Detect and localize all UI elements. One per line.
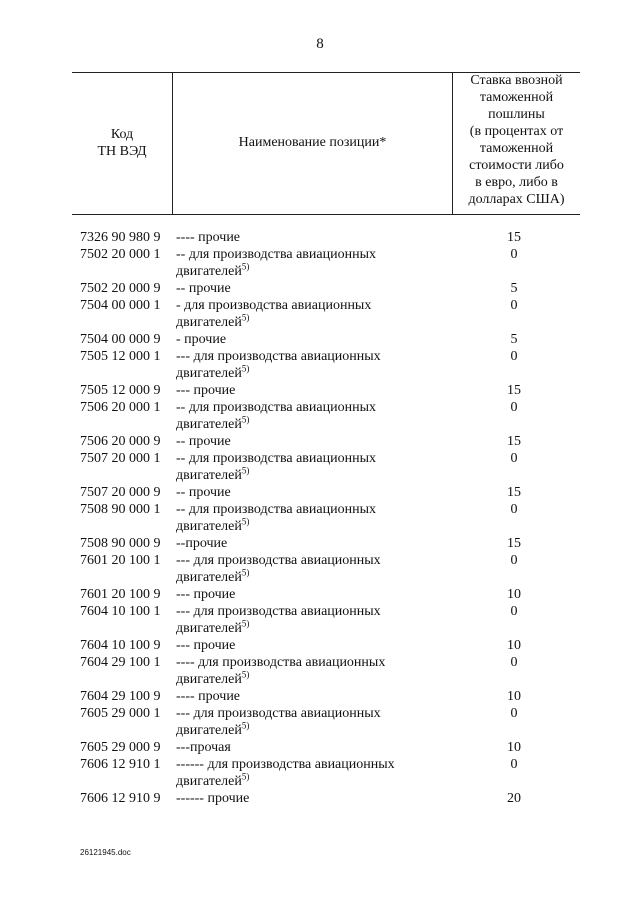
duty-rate: 0 bbox=[510, 451, 518, 466]
duty-rate: 0 bbox=[510, 604, 518, 619]
position-name-text: ------ прочие bbox=[176, 791, 250, 806]
position-name-text: -- прочие bbox=[176, 434, 231, 449]
tariff-rows bbox=[80, 229, 580, 807]
position-name-text: ---- для производства авиационных двигателей bbox=[176, 655, 386, 687]
position-name bbox=[176, 790, 426, 807]
position-name bbox=[176, 229, 426, 246]
table-row bbox=[80, 705, 580, 739]
table-row bbox=[80, 756, 580, 790]
position-name bbox=[176, 535, 426, 552]
position-name bbox=[176, 654, 426, 688]
table-row bbox=[80, 348, 580, 382]
page-number: 8 bbox=[316, 36, 324, 52]
position-name-text: ---- прочие bbox=[176, 689, 241, 704]
position-name bbox=[176, 450, 426, 484]
table-row bbox=[80, 297, 580, 331]
duty-rate: 0 bbox=[510, 757, 518, 772]
position-name bbox=[176, 705, 426, 739]
position-name bbox=[176, 246, 426, 280]
position-name bbox=[176, 331, 426, 348]
tn-ved-code: 7326 90 980 9 bbox=[80, 230, 161, 245]
table-row bbox=[80, 501, 580, 535]
duty-rate: 0 bbox=[510, 247, 518, 262]
table-row bbox=[80, 382, 580, 399]
position-name-text: --прочие bbox=[176, 536, 228, 551]
position-name-text: ---- прочие bbox=[176, 230, 241, 245]
position-name bbox=[176, 552, 426, 586]
duty-rate: 0 bbox=[510, 553, 518, 568]
tn-ved-code: 7606 12 910 1 bbox=[80, 757, 161, 772]
position-name-text: -- для производства авиационных двигателей bbox=[176, 400, 376, 432]
position-name bbox=[176, 399, 426, 433]
position-name-text: -- для производства авиационных двигателей bbox=[176, 451, 376, 483]
duty-rate: 10 bbox=[507, 638, 521, 653]
duty-rate: 15 bbox=[507, 485, 521, 500]
table-row bbox=[80, 790, 580, 807]
duty-rate: 15 bbox=[507, 383, 521, 398]
position-name bbox=[176, 637, 426, 654]
duty-rate: 10 bbox=[507, 689, 521, 704]
table-row bbox=[80, 637, 580, 654]
position-name-text: --- прочие bbox=[176, 383, 236, 398]
table-row bbox=[80, 399, 580, 433]
table-row bbox=[80, 739, 580, 756]
duty-rate: 5 bbox=[510, 281, 518, 296]
tn-ved-code: 7507 20 000 1 bbox=[80, 451, 161, 466]
header-name: Наименование позиции* bbox=[238, 135, 387, 150]
position-name-text: - прочие bbox=[176, 332, 227, 347]
table-row bbox=[80, 433, 580, 450]
position-name-text: ---прочая bbox=[176, 740, 231, 755]
footnote-marker: 5) bbox=[241, 618, 250, 629]
position-name bbox=[176, 382, 426, 399]
position-name bbox=[176, 739, 426, 756]
position-name bbox=[176, 484, 426, 501]
footnote-marker: 5) bbox=[241, 516, 250, 527]
duty-rate: 0 bbox=[510, 502, 518, 517]
position-name-text: -- прочие bbox=[176, 485, 231, 500]
tn-ved-code: 7604 10 100 1 bbox=[80, 604, 161, 619]
table-row bbox=[80, 586, 580, 603]
tn-ved-code: 7506 20 000 9 bbox=[80, 434, 161, 449]
header-rate: Ставка ввозной таможенной пошлины (в процентах от таможенной стоимости либо в евро, либо в долларах США) bbox=[468, 73, 565, 207]
duty-rate: 20 bbox=[507, 791, 521, 806]
position-name-text: - для производства авиационных двигателей bbox=[176, 298, 372, 330]
footnote-marker: 5) bbox=[241, 414, 250, 425]
footnote-marker: 5) bbox=[241, 261, 250, 272]
tn-ved-code: 7505 12 000 9 bbox=[80, 383, 161, 398]
table-row bbox=[80, 535, 580, 552]
tn-ved-code: 7505 12 000 1 bbox=[80, 349, 161, 364]
table-row bbox=[80, 246, 580, 280]
tn-ved-code: 7508 90 000 1 bbox=[80, 502, 161, 517]
tn-ved-code: 7601 20 100 1 bbox=[80, 553, 161, 568]
duty-rate: 15 bbox=[507, 434, 521, 449]
duty-rate: 0 bbox=[510, 349, 518, 364]
position-name-text: -- для производства авиационных двигателей bbox=[176, 247, 376, 279]
table-row bbox=[80, 229, 580, 246]
tn-ved-code: 7507 20 000 9 bbox=[80, 485, 161, 500]
table-row bbox=[80, 450, 580, 484]
header-code: Код ТН ВЭД bbox=[97, 127, 147, 159]
position-name bbox=[176, 586, 426, 603]
table-row bbox=[80, 603, 580, 637]
table-row bbox=[80, 484, 580, 501]
position-name-text: -- для производства авиационных двигателей bbox=[176, 502, 376, 534]
duty-rate: 0 bbox=[510, 706, 518, 721]
position-name-text: --- прочие bbox=[176, 587, 236, 602]
tn-ved-code: 7605 29 000 1 bbox=[80, 706, 161, 721]
table-row bbox=[80, 654, 580, 688]
duty-rate: 5 bbox=[510, 332, 518, 347]
duty-rate: 15 bbox=[507, 536, 521, 551]
footnote-marker: 5) bbox=[241, 771, 250, 782]
footnote-marker: 5) bbox=[241, 720, 250, 731]
duty-rate: 10 bbox=[507, 740, 521, 755]
duty-rate: 15 bbox=[507, 230, 521, 245]
position-name bbox=[176, 688, 426, 705]
duty-rate: 10 bbox=[507, 587, 521, 602]
tn-ved-code: 7504 00 000 1 bbox=[80, 298, 161, 313]
tn-ved-code: 7502 20 000 9 bbox=[80, 281, 161, 296]
tn-ved-code: 7606 12 910 9 bbox=[80, 791, 161, 806]
footnote-marker: 5) bbox=[241, 669, 250, 680]
position-name-text: --- прочие bbox=[176, 638, 236, 653]
tn-ved-code: 7604 29 100 9 bbox=[80, 689, 161, 704]
duty-rate: 0 bbox=[510, 298, 518, 313]
position-name-text: --- для производства авиационных двигателей bbox=[176, 349, 381, 381]
file-name-footer: 26121945.doc bbox=[80, 848, 131, 857]
position-name bbox=[176, 280, 426, 297]
position-name-text: ------ для производства авиационных двигателей bbox=[176, 757, 395, 789]
duty-rate: 0 bbox=[510, 655, 518, 670]
table-row bbox=[80, 688, 580, 705]
tn-ved-code: 7508 90 000 9 bbox=[80, 536, 161, 551]
duty-rate: 0 bbox=[510, 400, 518, 415]
tn-ved-code: 7605 29 000 9 bbox=[80, 740, 161, 755]
position-name-text: --- для производства авиационных двигателей bbox=[176, 706, 381, 738]
position-name bbox=[176, 603, 426, 637]
tn-ved-code: 7601 20 100 9 bbox=[80, 587, 161, 602]
position-name bbox=[176, 297, 426, 331]
footnote-marker: 5) bbox=[241, 312, 250, 323]
tn-ved-code: 7604 10 100 9 bbox=[80, 638, 161, 653]
tn-ved-code: 7506 20 000 1 bbox=[80, 400, 161, 415]
footnote-marker: 5) bbox=[241, 567, 250, 578]
tn-ved-code: 7504 00 000 9 bbox=[80, 332, 161, 347]
table-header-bottom-rule bbox=[72, 214, 580, 215]
position-name-text: --- для производства авиационных двигателей bbox=[176, 553, 381, 585]
table-row bbox=[80, 280, 580, 297]
position-name-text: -- прочие bbox=[176, 281, 231, 296]
tn-ved-code: 7502 20 000 1 bbox=[80, 247, 161, 262]
table-row bbox=[80, 552, 580, 586]
tn-ved-code: 7604 29 100 1 bbox=[80, 655, 161, 670]
position-name bbox=[176, 756, 426, 790]
position-name bbox=[176, 501, 426, 535]
position-name bbox=[176, 348, 426, 382]
table-row bbox=[80, 331, 580, 348]
footnote-marker: 5) bbox=[241, 363, 250, 374]
position-name-text: --- для производства авиационных двигателей bbox=[176, 604, 381, 636]
footnote-marker: 5) bbox=[241, 465, 250, 476]
position-name bbox=[176, 433, 426, 450]
